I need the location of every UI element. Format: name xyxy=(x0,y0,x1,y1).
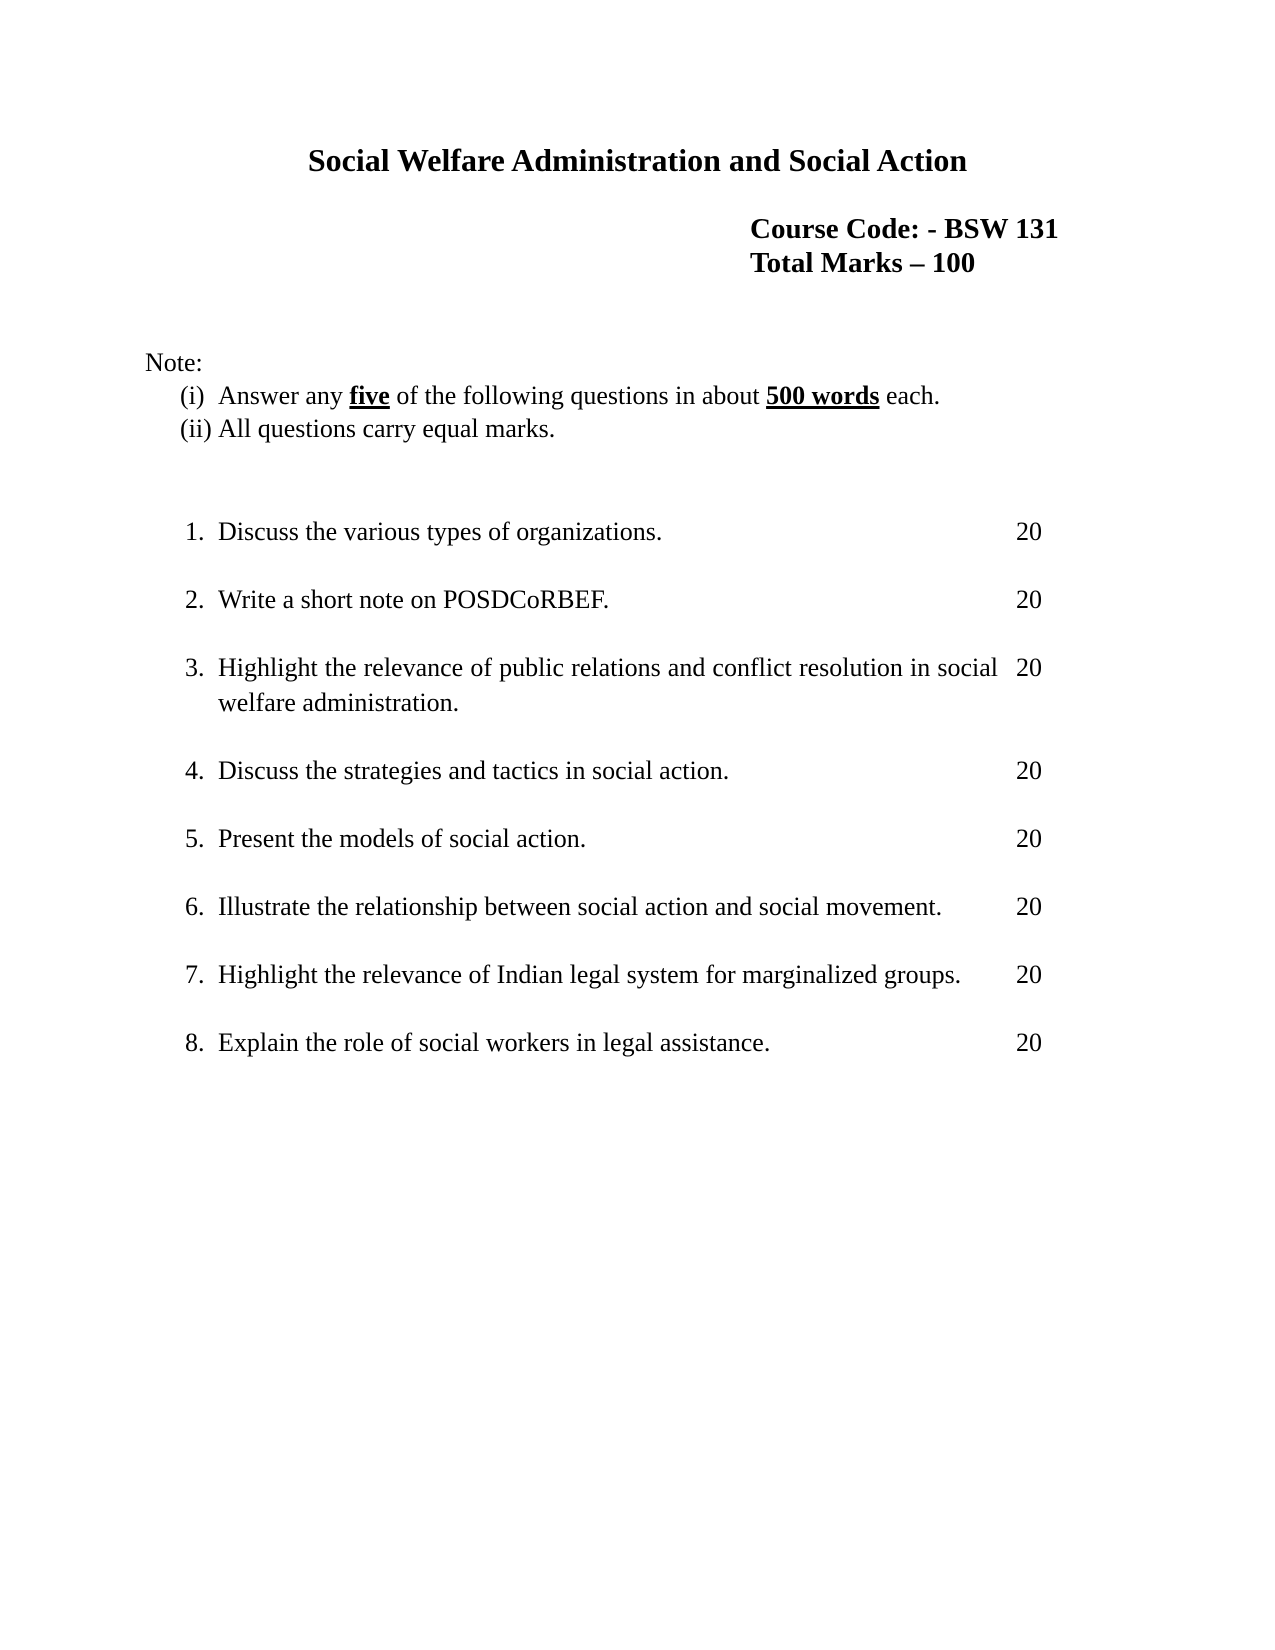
note-label: Note: xyxy=(145,348,203,377)
course-info xyxy=(750,212,1275,280)
note-instruction-1-emphasis-500-words: 500 words xyxy=(766,381,880,410)
question-list xyxy=(185,514,1042,1060)
question-row-7 xyxy=(185,957,1042,992)
note-instruction-1 xyxy=(180,379,1275,412)
total-marks: Total Marks – 100 xyxy=(750,247,976,279)
question-row-2 xyxy=(185,582,1042,617)
question-marks: 20 xyxy=(1016,892,1042,921)
question-text: Discuss the various types of organizations. xyxy=(218,517,663,546)
question-number: 3. xyxy=(185,653,205,682)
question-row-3 xyxy=(185,650,1042,720)
note-instruction-1-part1: Answer any xyxy=(218,381,350,410)
note-instruction-1-part2: of the following questions in about xyxy=(389,381,767,410)
question-row-6 xyxy=(185,889,1042,924)
course-code: Course Code: - BSW 131 xyxy=(750,213,1059,245)
question-row-4 xyxy=(185,753,1042,788)
note-instruction-2 xyxy=(180,412,1275,445)
note-instruction-1-part3: each. xyxy=(879,381,941,410)
note-instruction-1-marker: (i) xyxy=(180,381,205,410)
question-text: Highlight the relevance of public relations and conflict resolution in social welfare administration. xyxy=(218,653,998,717)
question-text: Highlight the relevance of Indian legal system for marginalized groups. xyxy=(218,960,962,989)
note-instruction-1-emphasis-five: five xyxy=(349,381,390,410)
question-number: 1. xyxy=(185,517,205,546)
question-marks: 20 xyxy=(1016,585,1042,614)
question-row-1 xyxy=(185,514,1042,549)
question-text: Explain the role of social workers in legal assistance. xyxy=(218,1028,771,1057)
question-marks: 20 xyxy=(1016,517,1042,546)
question-text: Discuss the strategies and tactics in social action. xyxy=(218,756,730,785)
question-number: 5. xyxy=(185,824,205,853)
question-text: Present the models of social action. xyxy=(218,824,587,853)
question-row-8 xyxy=(185,1025,1042,1060)
question-row-5 xyxy=(185,821,1042,856)
question-number: 7. xyxy=(185,960,205,989)
question-text: Write a short note on POSDCoRBEF. xyxy=(218,585,610,614)
question-number: 8. xyxy=(185,1028,205,1057)
question-marks: 20 xyxy=(1016,824,1042,853)
question-text: Illustrate the relationship between social action and social movement. xyxy=(218,892,943,921)
note-instruction-2-marker: (ii) xyxy=(180,414,212,443)
question-marks: 20 xyxy=(1016,653,1042,682)
note-instruction-2-text: All questions carry equal marks. xyxy=(218,414,556,443)
question-marks: 20 xyxy=(1016,756,1042,785)
note-instruction-1-text xyxy=(218,379,1275,412)
question-number: 4. xyxy=(185,756,205,785)
question-marks: 20 xyxy=(1016,960,1042,989)
question-number: 2. xyxy=(185,585,205,614)
note-section xyxy=(0,346,1275,445)
question-marks: 20 xyxy=(1016,1028,1042,1057)
page-title: Social Welfare Administration and Social Action xyxy=(307,142,968,178)
question-number: 6. xyxy=(185,892,205,921)
